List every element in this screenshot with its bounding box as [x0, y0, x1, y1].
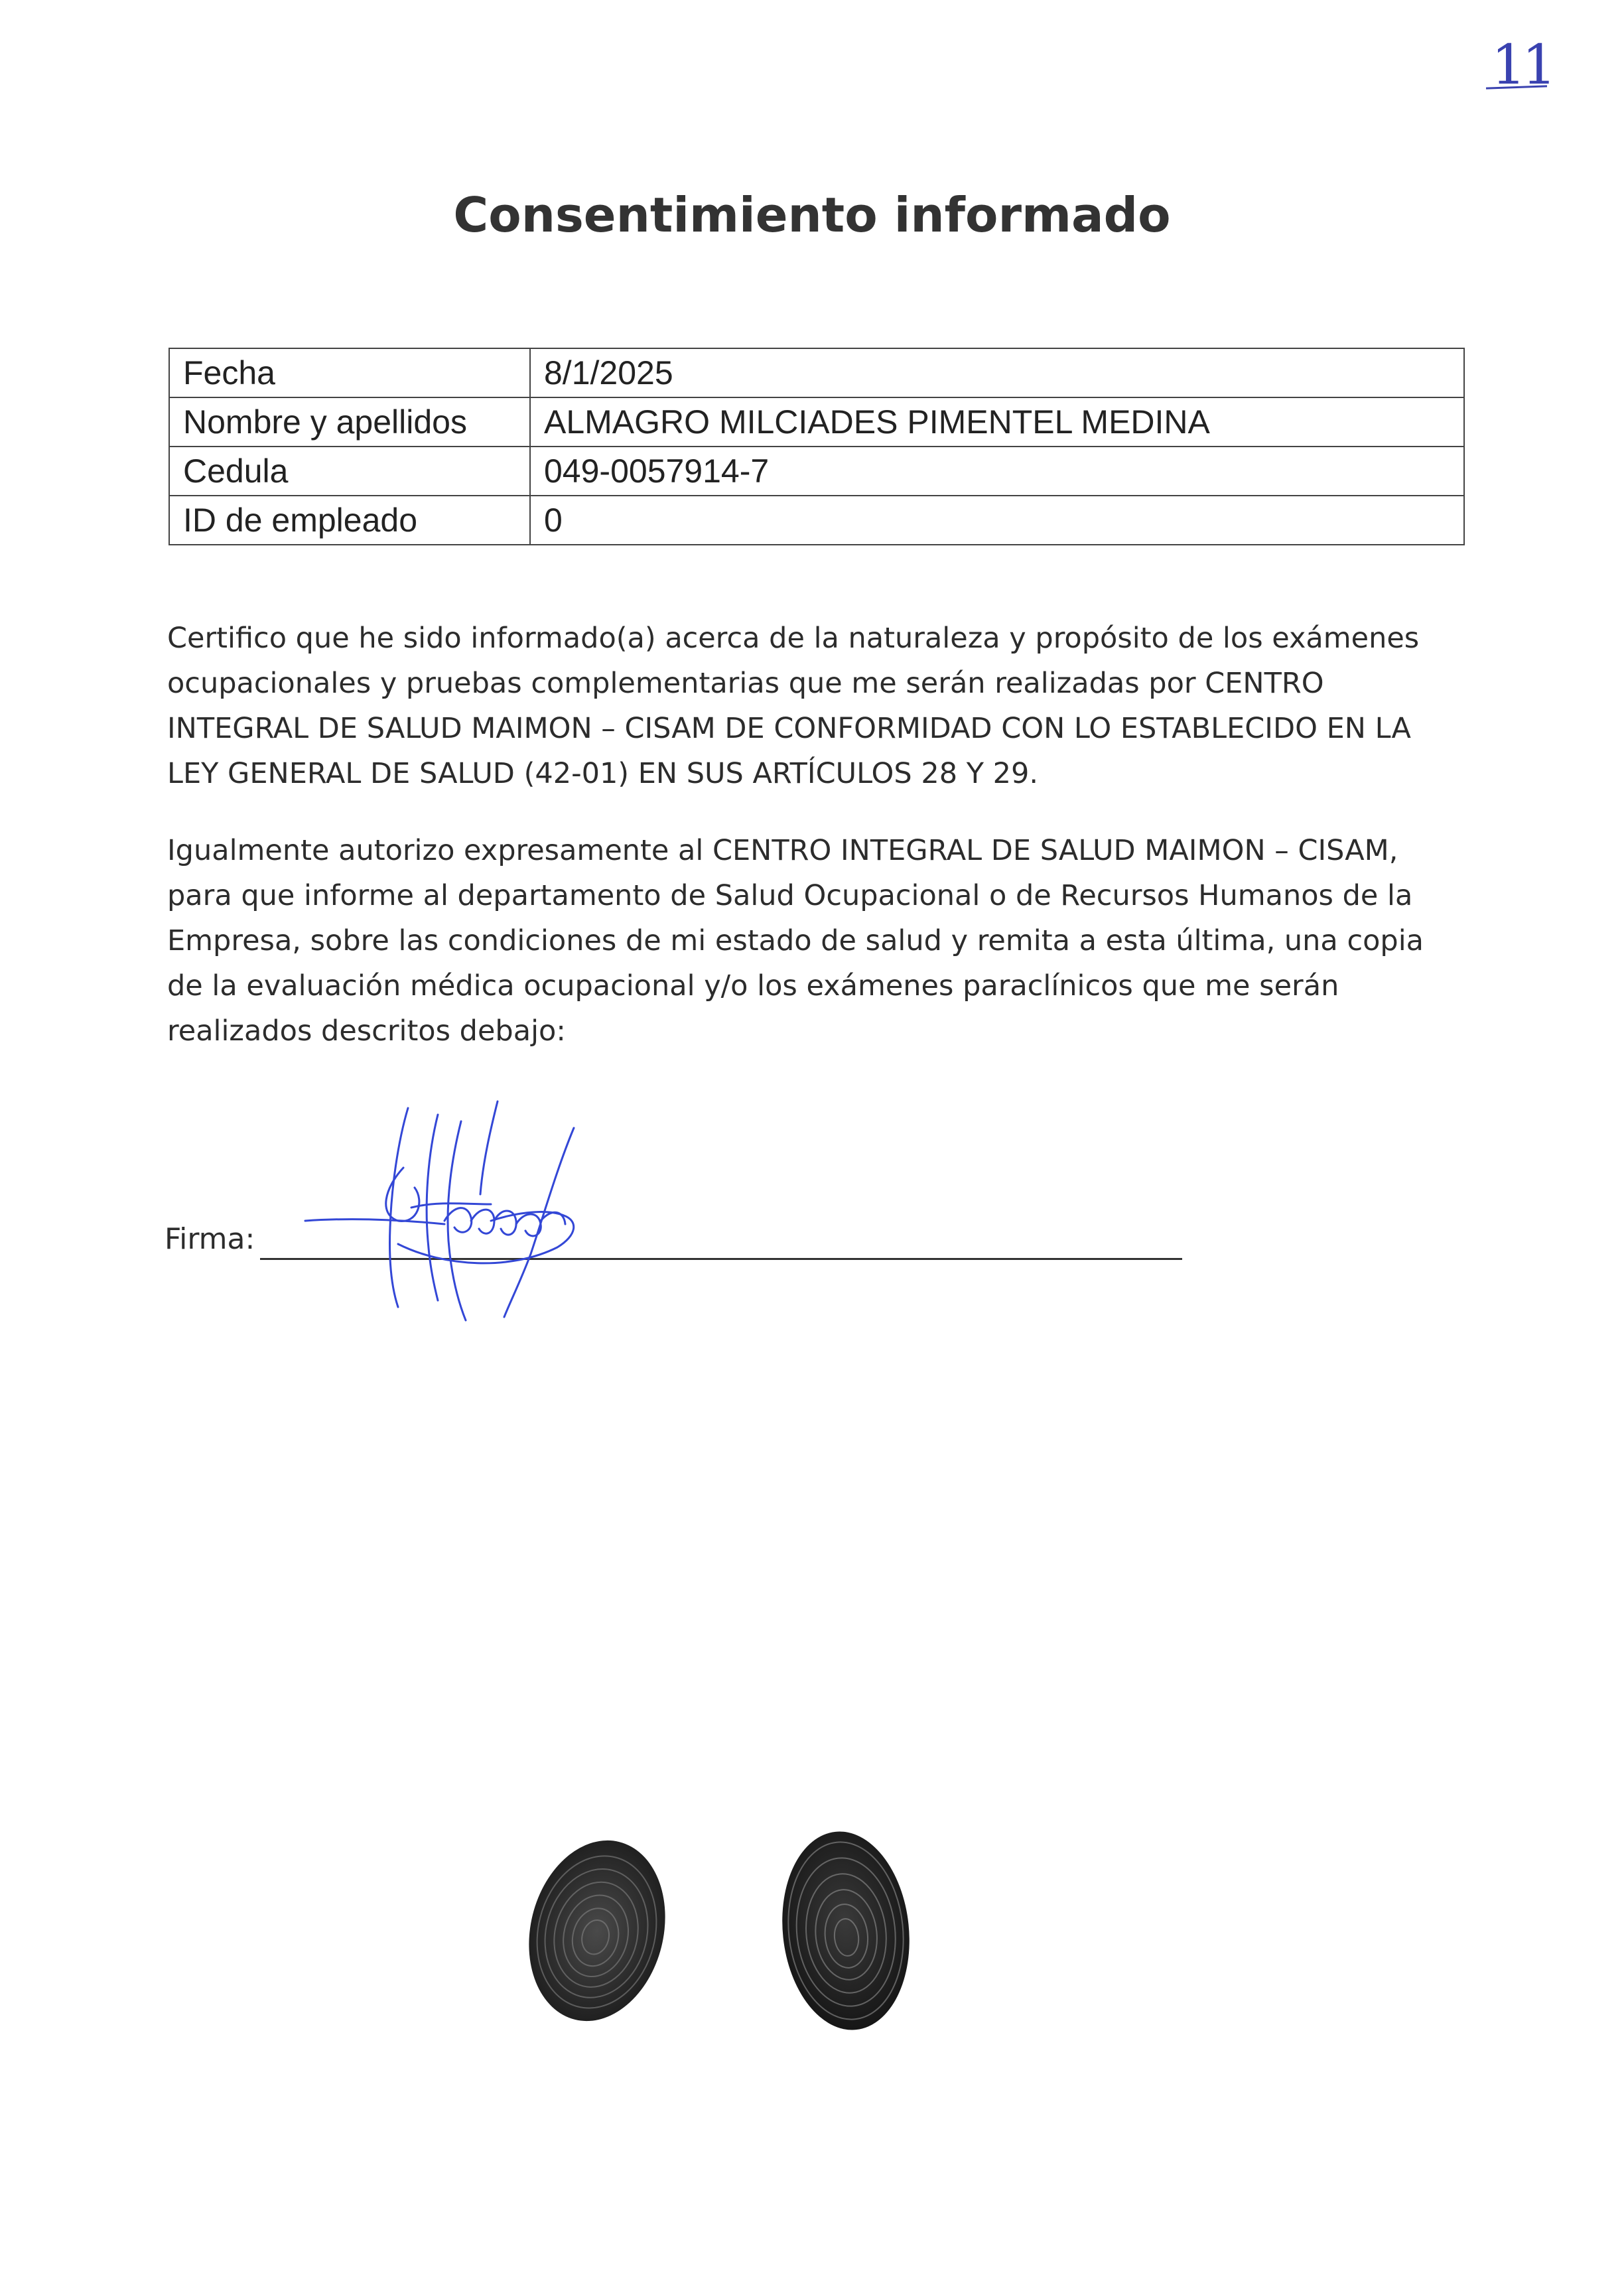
info-table — [169, 348, 1465, 545]
table-row — [169, 397, 1464, 447]
left-fingerprint — [517, 1831, 677, 2030]
signature-label: Firma: — [165, 1222, 255, 1256]
row-value-cedula: 049-0057914-7 — [530, 447, 1464, 496]
authorization-paragraph: Igualmente autorizo expresamente al CENTRO INTEGRAL DE SALUD MAIMON – CISAM, para que informe al departamento de Salud Ocupacional o de Recursos Humanos de la Empresa, sobre las condiciones de mi estado de salud y remita a esta última, una copia de la evaluación médica ocupacional y/o los exámenes paraclínicos que me serán realizados descritos debajo: — [167, 834, 1424, 1048]
page-number-text: 11 — [1491, 34, 1553, 97]
page-number — [1491, 34, 1553, 97]
document-title: Consentimiento informado — [453, 187, 1171, 243]
table-row — [169, 496, 1464, 545]
certification-paragraph: Certifico que he sido informado(a) acerca de la naturaleza y propósito de los exámenes ocupacionales y pruebas complementarias que me serán realizadas por CENTRO INTEGRAL DE SALUD MAIMON – CISAM DE CONFORMIDAD CON LO ESTABLECIDO EN LA LEY GENERAL DE SALUD (42-01) EN SUS ARTÍCULOS 28 Y 29. — [167, 622, 1420, 790]
row-value-fecha: 8/1/2025 — [530, 348, 1464, 397]
row-value-id-empleado: 0 — [530, 496, 1464, 545]
right-fingerprint — [763, 1825, 929, 2044]
row-label-nombre: Nombre y apellidos — [169, 397, 530, 447]
row-label-fecha: Fecha — [169, 348, 530, 397]
row-label-id-empleado: ID de empleado — [169, 496, 530, 545]
handwritten-signature — [292, 1088, 637, 1334]
table-row — [169, 447, 1464, 496]
table-row — [169, 348, 1464, 397]
row-label-cedula: Cedula — [169, 447, 530, 496]
row-value-nombre: ALMAGRO MILCIADES PIMENTEL MEDINA — [530, 397, 1464, 447]
